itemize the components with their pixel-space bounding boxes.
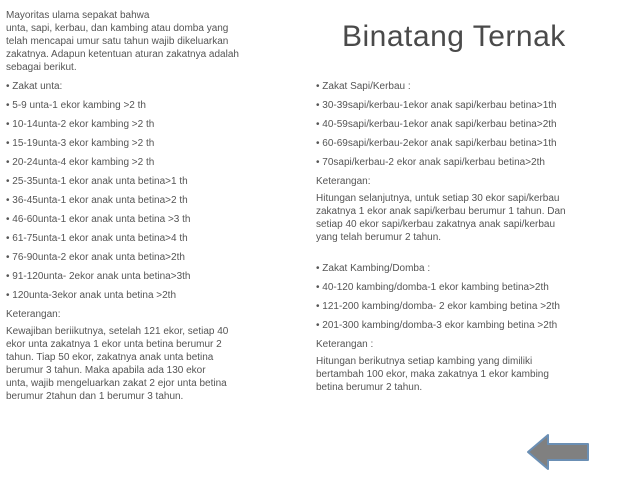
back-button[interactable] xyxy=(526,433,590,471)
note-text: Kewajiban beriikutnya, setelah 121 ekor, setiap 40 ekor unta zakatnya 1 ekor unta betina berumur 2 tahun. Tiap 50 ekor, zakatnya anak unta betina berumur 3 tahun. Maka apabila ada 130 ekor unta, wajib mengeluarkan zakat 2 ejor unta betina berumur 2tahun dan 1 berumur 3 tahun. xyxy=(6,326,229,402)
kambing-item: • 121-200 kambing/domba- 2 ekor kambing betina >2th xyxy=(316,301,560,312)
sapi-item: • 60-69sapi/kerbau-2ekor anak sapi/kerbau betina>1th xyxy=(316,138,557,149)
kambing-note-label: Keterangan : xyxy=(316,339,374,350)
unta-item: • 91-120unta- 2ekor anak unta betina>3th xyxy=(6,271,191,282)
kambing-note-text: Hitungan berikutnya setiap kambing yang dimiliki bertambah 100 ekor, maka zakatnya 1 ekor kambing betina berumur 2 tahun. xyxy=(316,356,549,393)
intro-text: Mayoritas ulama sepakat bahwa unta, sapi, kerbau, dan kambing atau domba yang telah mencapai umur satu tahun wajib dikeluarkan zakatnya. Adapun ketentuan aturan zakatnya adalah sebagai berikut. xyxy=(6,10,239,73)
unta-item: • 20-24unta-4 ekor kambing >2 th xyxy=(6,157,155,168)
right-column xyxy=(316,80,634,400)
sapi-note-text: Hitungan selanjutnya, untuk setiap 30 ekor sapi/kerbau zakatnya 1 ekor anak sapi/kerbau berumur 1 tahun. Dan setiap 40 ekor sapi/kerbau zakatnya anak sapi/kerbau yang telah berumur 2 tahun. xyxy=(316,193,566,243)
sapi-item: • Zakat Sapi/Kerbau : xyxy=(316,81,411,92)
unta-item: • Zakat unta: xyxy=(6,81,63,92)
unta-item: • 5-9 unta-1 ekor kambing >2 th xyxy=(6,100,146,111)
unta-item: • 61-75unta-1 ekor anak unta betina>4 th xyxy=(6,233,188,244)
sapi-item: • 30-39sapi/kerbau-1ekor anak sapi/kerbau betina>1th xyxy=(316,100,557,111)
unta-item: • 120unta-3ekor anak unta betina >2th xyxy=(6,290,177,301)
kambing-item: • Zakat Kambing/Domba : xyxy=(316,263,431,274)
unta-item: • 76-90unta-2 ekor anak unta betina>2th xyxy=(6,252,185,263)
left-column xyxy=(6,9,298,409)
kambing-item: • 40-120 kambing/domba-1 ekor kambing betina>2th xyxy=(316,282,549,293)
sapi-note-label: Keterangan: xyxy=(316,176,371,187)
note-label: Keterangan: xyxy=(6,309,61,320)
unta-item: • 46-60unta-1 ekor anak unta betina >3 th xyxy=(6,214,191,225)
unta-item: • 10-14unta-2 ekor kambing >2 th xyxy=(6,119,155,130)
sapi-item: • 70sapi/kerbau-2 ekor anak sapi/kerbau betina>2th xyxy=(316,157,545,168)
sapi-item: • 40-59sapi/kerbau-1ekor anak sapi/kerbau betina>2th xyxy=(316,119,557,130)
slide-title: Binatang Ternak xyxy=(342,20,566,53)
unta-item: • 36-45unta-1 ekor anak unta betina>2 th xyxy=(6,195,188,206)
unta-item: • 25-35unta-1 ekor anak unta betina>1 th xyxy=(6,176,188,187)
arrow-left-icon xyxy=(526,433,590,471)
unta-item: • 15-19unta-3 ekor kambing >2 th xyxy=(6,138,155,149)
kambing-item: • 201-300 kambing/domba-3 ekor kambing betina >2th xyxy=(316,320,558,331)
